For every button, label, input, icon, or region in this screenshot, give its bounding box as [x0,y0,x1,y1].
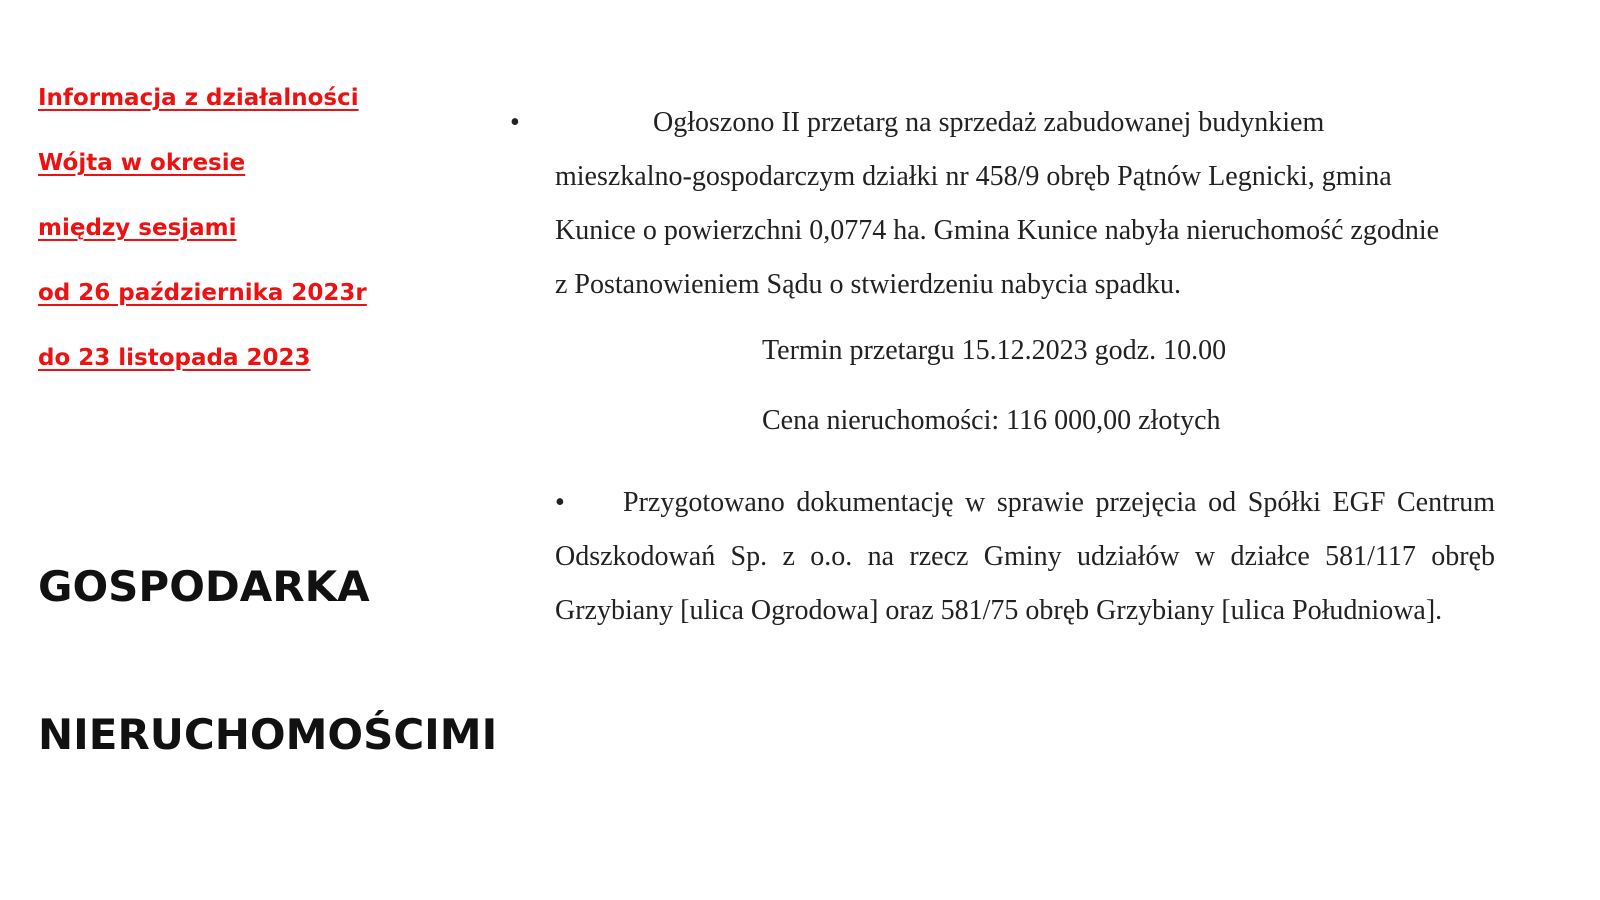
bullet-item-1 [510,96,1495,312]
section-heading-line-1: GOSPODARKA [38,562,370,611]
bullet-item-2 [510,476,1495,638]
paragraph-2: Przygotowano dokumentację w sprawie przejęcia od Spółki EGF Centrum Odszkodowań Sp. z o.o. na rzecz Gminy udziałów w działce 581/117 obręb Grzybiany [ulica Ogrodowa] oraz 581/75 obręb Grzybiany [ulica Południowa]. [555,487,1495,626]
paragraph-1: Ogłoszono II przetarg na sprzedaż zabudowanej budynkiem mieszkalno-gospodarczym działki nr 458/9 obręb Pątnów Legnicki, gmina Kunice o powierzchni 0,0774 ha. Gmina Kunice nabyła nieruchomość zgodnie z Postanowieniem Sądu o stwierdzeniu nabycia spadku. [555,107,1440,300]
info-line-1: Informacja z działalności [38,85,359,111]
info-line-2: Wójta w okresie [38,150,246,176]
info-line-5: do 23 listopada 2023 [38,345,311,371]
bullet-icon: • [555,487,565,518]
bullet-icon: • [510,107,520,138]
info-line-4: od 26 października 2023r [38,280,367,306]
auction-date: Termin przetargu 15.12.2023 godz. 10.00 [762,335,1227,366]
content-area [510,96,1495,638]
info-line-3: między sesjami [38,215,237,241]
section-heading-line-2: NIERUCHOMOŚCIMI [38,710,498,759]
info-header [38,66,367,391]
property-price: Cena nieruchomości: 116 000,00 złotych [762,405,1221,436]
